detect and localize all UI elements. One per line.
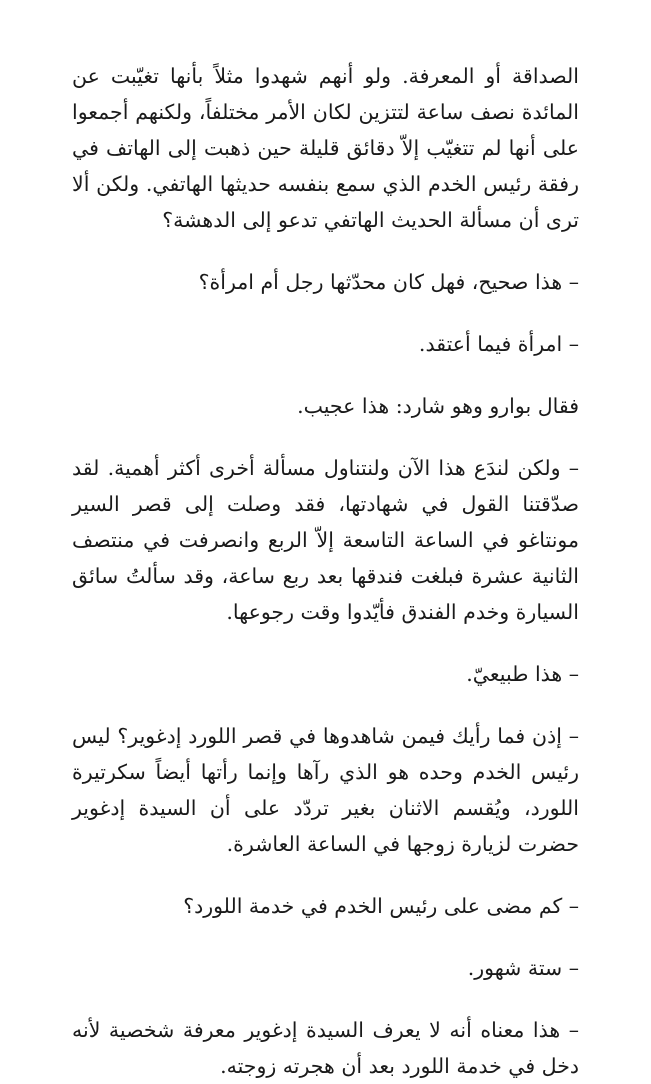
paragraph-dialogue-8: – هذا معناه أنه لا يعرف السيدة إدغوير معرفة شخصية لأنه دخل في خدمة اللورد بعد أن هجرته زوجته.: [72, 1018, 579, 1078]
paragraph-dialogue-1: – هذا صحيح، فهل كان محدّثها رجل أم امرأة؟: [198, 270, 579, 294]
paragraph-dialogue-3: – ولكن لندَع هذا الآن ولنتناول مسألة أخرى أكثر أهمية. لقد صدّقتنا القول في شهادتها، فقد وصلت إلى قصر السير مونتاغو في الساعة التاسعة إلاّ الربع وانصرفت في منتصف الثانية عشرة فبلغت فندقها بعد ربع ساعة، وقد سألتُ سائق السيارة وخدم الفندق فأيّدوا وقت رجوعها.: [72, 456, 579, 624]
paragraph-dialogue-7: – ستة شهور.: [467, 956, 579, 980]
paragraph-dialogue-2: – امرأة فيما أعتقد.: [418, 332, 579, 356]
book-page: [72, 58, 579, 1078]
paragraph-narration-1: الصداقة أو المعرفة. ولو أنهم شهدوا مثلاً بأنها تغيّبت عن المائدة نصف ساعة لتتزين لكان الأمر مختلفاً، ولكنهم أجمعوا على أنها لم تتغيّب إلاّ دقائق قليلة حين ذهبت إلى الهاتف في رفقة رئيس الخدم الذي سمع بنفسه حديثها الهاتفي. ولكن ألا ترى أن مسألة الحديث الهاتفي تدعو إلى الدهشة؟: [72, 64, 579, 232]
paragraph-dialogue-6: – كم مضى على رئيس الخدم في خدمة اللورد؟: [183, 894, 579, 918]
paragraph-narration-2: فقال بوارو وهو شارد: هذا عجيب.: [297, 394, 579, 418]
paragraph-dialogue-4: – هذا طبيعيّ.: [466, 662, 579, 686]
paragraph-dialogue-5: – إذن فما رأيك فيمن شاهدوها في قصر اللورد إدغوير؟ ليس رئيس الخدم وحده هو الذي رآها وإنما رأتها أيضاً سكرتيرة اللورد، ويُقسم الاثنان بغير تردّد على أن السيدة إدغوير حضرت لزيارة زوجها في الساعة العاشرة.: [72, 724, 579, 856]
